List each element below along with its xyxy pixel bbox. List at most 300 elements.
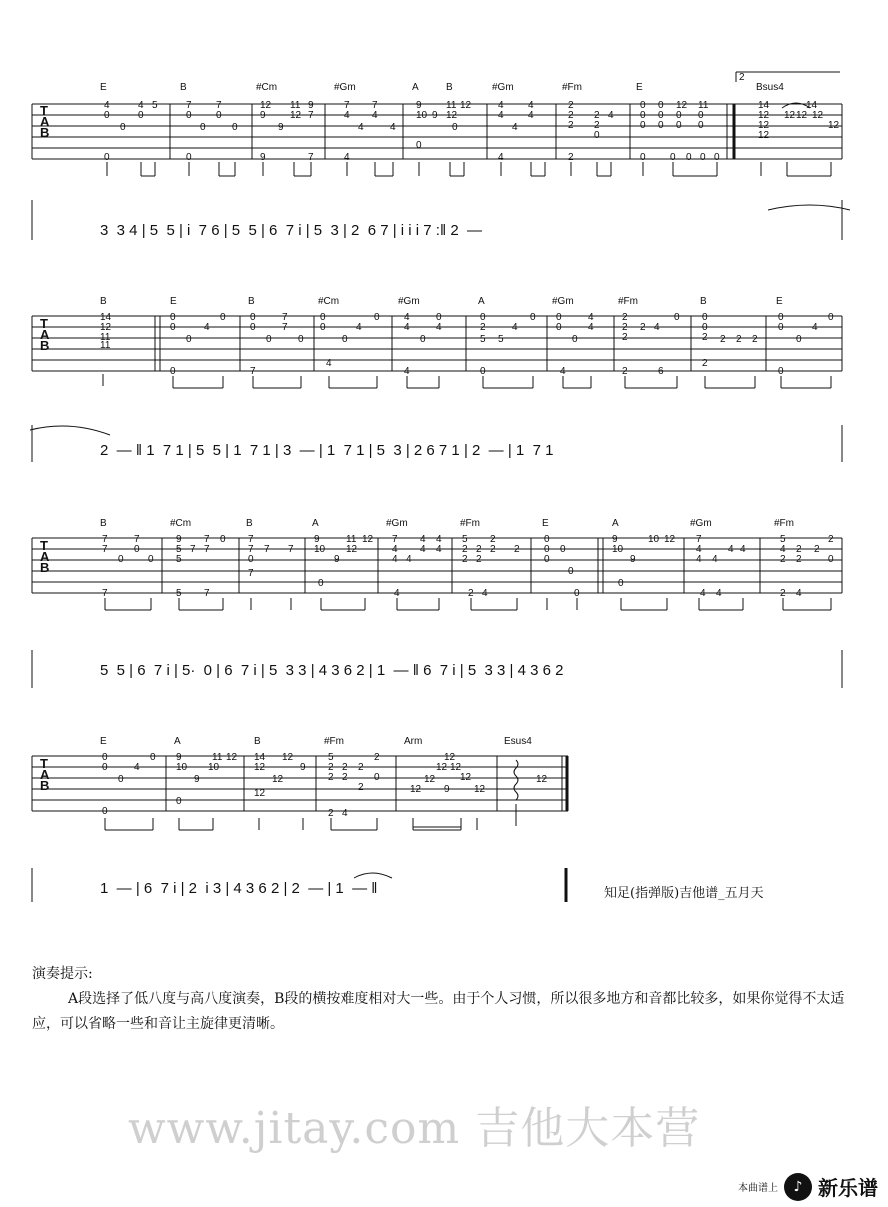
svg-text:2: 2 [622, 322, 628, 333]
svg-text:0: 0 [702, 322, 708, 333]
svg-text:2: 2 [796, 554, 802, 565]
svg-text:12: 12 [460, 772, 472, 783]
svg-text:7: 7 [204, 544, 210, 555]
svg-text:0: 0 [232, 122, 238, 133]
svg-text:0: 0 [200, 122, 206, 133]
chord-label: A [312, 518, 319, 529]
svg-text:12: 12 [362, 534, 374, 545]
chord-label: #Cm [170, 518, 192, 529]
svg-text:11: 11 [290, 100, 301, 111]
svg-text:0: 0 [134, 544, 140, 555]
svg-text:2: 2 [814, 544, 820, 555]
svg-text:12: 12 [536, 774, 548, 785]
svg-text:9: 9 [314, 534, 320, 545]
svg-text:0: 0 [148, 554, 154, 565]
svg-text:0: 0 [250, 322, 256, 333]
svg-text:12: 12 [676, 100, 688, 111]
svg-text:5: 5 [176, 588, 182, 599]
svg-text:2: 2 [796, 544, 802, 555]
svg-text:0: 0 [374, 312, 380, 323]
svg-text:0: 0 [342, 334, 348, 345]
chord-label: #Gm [334, 82, 356, 93]
svg-text:0: 0 [640, 110, 646, 121]
svg-text:9: 9 [176, 534, 182, 545]
svg-text:7: 7 [282, 322, 288, 333]
svg-text:4: 4 [394, 588, 400, 599]
brand-logo-icon: ♪ [784, 1173, 812, 1201]
svg-text:4: 4 [812, 322, 818, 333]
svg-text:4: 4 [420, 534, 426, 545]
chord-label: B [100, 296, 107, 307]
svg-text:4: 4 [134, 762, 140, 773]
svg-text:2: 2 [328, 772, 334, 783]
svg-text:9: 9 [432, 110, 438, 121]
chord-label: #Gm [552, 296, 574, 307]
chord-label: A [612, 518, 619, 529]
svg-text:2: 2 [622, 366, 628, 377]
svg-text:11: 11 [698, 100, 709, 111]
svg-text:0: 0 [698, 120, 704, 131]
chord-label: #Fm [774, 518, 794, 529]
tab-clef-3: T A B [40, 538, 50, 575]
svg-text:2: 2 [702, 332, 708, 343]
svg-text:0: 0 [138, 110, 144, 121]
svg-text:2: 2 [328, 808, 334, 819]
chord-label: #Gm [398, 296, 420, 307]
svg-text:5: 5 [328, 752, 334, 763]
svg-text:10: 10 [648, 534, 660, 545]
svg-text:7: 7 [216, 100, 222, 111]
svg-text:4: 4 [358, 122, 364, 133]
svg-text:9: 9 [176, 752, 182, 763]
svg-text:0: 0 [698, 110, 704, 121]
brand-name[interactable]: 新乐谱 [818, 1176, 878, 1200]
svg-text:12: 12 [784, 110, 796, 121]
svg-text:4: 4 [796, 588, 802, 599]
svg-text:0: 0 [640, 152, 646, 163]
svg-text:5: 5 [480, 334, 486, 345]
svg-text:12: 12 [664, 534, 676, 545]
svg-text:4: 4 [740, 544, 746, 555]
svg-text:4: 4 [728, 544, 734, 555]
chord-label: #Cm [256, 82, 278, 93]
svg-text:0: 0 [186, 110, 192, 121]
svg-text:2: 2 [622, 312, 628, 323]
svg-text:10: 10 [416, 110, 428, 121]
svg-text:4: 4 [498, 110, 504, 121]
svg-text:0: 0 [216, 110, 222, 121]
svg-text:2: 2 [342, 762, 348, 773]
svg-text:9: 9 [612, 534, 618, 545]
tab-system-2 [0, 290, 888, 480]
chord-label: E [542, 518, 549, 529]
svg-text:4: 4 [696, 544, 702, 555]
svg-text:2: 2 [702, 358, 708, 369]
svg-text:4: 4 [436, 322, 442, 333]
svg-text:2: 2 [568, 152, 574, 163]
svg-text:2: 2 [720, 334, 726, 345]
svg-text:7: 7 [696, 534, 702, 545]
svg-text:0: 0 [658, 110, 664, 121]
svg-text:0: 0 [150, 752, 156, 763]
svg-text:0: 0 [452, 122, 458, 133]
song-signature: 知足(指弹版)吉他谱_五月天 [604, 886, 764, 901]
svg-text:2: 2 [342, 772, 348, 783]
svg-text:4: 4 [588, 322, 594, 333]
svg-text:2: 2 [358, 762, 364, 773]
svg-text:4: 4 [436, 534, 442, 545]
svg-text:12: 12 [254, 788, 266, 799]
svg-text:4: 4 [326, 358, 332, 369]
svg-text:7: 7 [102, 588, 108, 599]
svg-text:2: 2 [594, 110, 600, 121]
svg-text:7: 7 [288, 544, 294, 555]
svg-text:4: 4 [528, 110, 534, 121]
svg-text:4: 4 [700, 588, 706, 599]
svg-text:7: 7 [250, 366, 256, 377]
svg-text:0: 0 [318, 578, 324, 589]
svg-text:0: 0 [102, 752, 108, 763]
chord-label: B [254, 736, 261, 747]
svg-text:4: 4 [392, 554, 398, 565]
svg-text:4: 4 [356, 322, 362, 333]
svg-text:7: 7 [204, 588, 210, 599]
svg-text:0: 0 [556, 312, 562, 323]
svg-text:4: 4 [204, 322, 210, 333]
svg-text:0: 0 [618, 578, 624, 589]
svg-text:11: 11 [100, 340, 111, 351]
chord-label: #Fm [324, 736, 344, 747]
svg-text:2: 2 [594, 120, 600, 131]
svg-text:0: 0 [530, 312, 536, 323]
jianpu-line-4: 1 — | 6 7 i | 2 i 3 | 4 3 6 2 | 2 — | 1 — ‖ [100, 880, 378, 897]
svg-text:4: 4 [512, 322, 518, 333]
svg-text:7: 7 [344, 100, 350, 111]
chord-label: B [180, 82, 187, 93]
svg-text:0: 0 [778, 366, 784, 377]
svg-text:0: 0 [778, 312, 784, 323]
svg-text:0: 0 [828, 554, 834, 565]
chord-label: B [246, 518, 253, 529]
svg-text:0: 0 [544, 534, 550, 545]
svg-text:2: 2 [490, 544, 496, 555]
svg-text:2: 2 [780, 554, 786, 565]
svg-text:2: 2 [780, 588, 786, 599]
svg-text:0: 0 [556, 322, 562, 333]
svg-text:0: 0 [120, 122, 126, 133]
chord-label: B [700, 296, 707, 307]
svg-text:0: 0 [574, 588, 580, 599]
svg-text:4: 4 [512, 122, 518, 133]
svg-text:12: 12 [100, 322, 112, 333]
svg-text:9: 9 [630, 554, 636, 565]
chord-label: E [100, 736, 107, 747]
svg-text:0: 0 [220, 312, 226, 323]
chord-label: #Fm [562, 82, 582, 93]
svg-text:5: 5 [152, 100, 158, 111]
jianpu-line-3: 5 5 | 6 7 i | 5· 0 | 6 7 i | 5 3 3 | 4 3 6 2 | 1 — ‖ 6 7 i | 5 3 3 | 4 3 6 2 [100, 662, 564, 679]
svg-text:4: 4 [392, 544, 398, 555]
chord-label: Bsus4 [756, 82, 784, 93]
svg-text:12: 12 [272, 774, 284, 785]
svg-text:2: 2 [640, 322, 646, 333]
svg-text:0: 0 [320, 312, 326, 323]
svg-text:4: 4 [404, 312, 410, 323]
svg-text:12: 12 [444, 752, 456, 763]
svg-text:0: 0 [568, 566, 574, 577]
svg-text:0: 0 [560, 544, 566, 555]
svg-text:0: 0 [686, 152, 692, 163]
svg-text:5: 5 [462, 534, 468, 545]
svg-text:0: 0 [104, 152, 110, 163]
svg-text:0: 0 [436, 312, 442, 323]
svg-text:0: 0 [670, 152, 676, 163]
svg-text:0: 0 [480, 312, 486, 323]
svg-text:9: 9 [260, 152, 266, 163]
svg-text:0: 0 [640, 100, 646, 111]
svg-text:2: 2 [568, 110, 574, 121]
svg-text:10: 10 [208, 762, 220, 773]
svg-text:4: 4 [344, 152, 350, 163]
svg-text:12: 12 [474, 784, 486, 795]
svg-text:12: 12 [346, 544, 358, 555]
svg-text:4: 4 [498, 152, 504, 163]
svg-text:12: 12 [424, 774, 436, 785]
svg-text:0: 0 [714, 152, 720, 163]
svg-text:0: 0 [104, 110, 110, 121]
svg-text:0: 0 [658, 100, 664, 111]
jianpu-line-1: 3 3 4 | 5 5 | i 7 6 | 5 5 | 6 7 i | 5 3 | 2 6 7 | i i i 7 :‖ 2 — [100, 222, 482, 239]
tab-system-4 [0, 730, 888, 930]
svg-text:4: 4 [390, 122, 396, 133]
chord-label: #Gm [690, 518, 712, 529]
svg-text:12: 12 [290, 110, 302, 121]
svg-text:9: 9 [300, 762, 306, 773]
svg-text:2: 2 [568, 120, 574, 131]
svg-text:4: 4 [696, 554, 702, 565]
svg-text:0: 0 [320, 322, 326, 333]
svg-text:14: 14 [254, 752, 266, 763]
volta-number: 2 [739, 72, 745, 83]
svg-text:0: 0 [778, 322, 784, 333]
svg-text:5: 5 [176, 554, 182, 565]
svg-text:2: 2 [476, 554, 482, 565]
svg-text:2: 2 [374, 752, 380, 763]
svg-text:0: 0 [102, 806, 108, 817]
svg-text:14: 14 [758, 100, 770, 111]
svg-text:4: 4 [404, 322, 410, 333]
svg-text:2: 2 [480, 322, 486, 333]
svg-text:0: 0 [674, 312, 680, 323]
svg-text:12: 12 [758, 130, 770, 141]
svg-text:7: 7 [248, 568, 254, 579]
svg-text:12: 12 [796, 110, 808, 121]
svg-text:4: 4 [342, 808, 348, 819]
chord-label: #Fm [460, 518, 480, 529]
svg-text:4: 4 [588, 312, 594, 323]
chord-label: #Gm [492, 82, 514, 93]
svg-text:10: 10 [612, 544, 624, 555]
svg-text:11: 11 [446, 100, 457, 111]
svg-text:4: 4 [780, 544, 786, 555]
chord-label: E [170, 296, 177, 307]
svg-text:4: 4 [104, 100, 110, 111]
tab-clef-2: T A B [40, 316, 50, 353]
svg-text:7: 7 [282, 312, 288, 323]
svg-text:0: 0 [702, 312, 708, 323]
svg-text:12: 12 [450, 762, 462, 773]
footer-text: 本曲谱上 [738, 1183, 778, 1194]
svg-text:9: 9 [308, 100, 314, 111]
svg-text:14: 14 [806, 100, 818, 111]
svg-text:7: 7 [308, 110, 314, 121]
svg-text:4: 4 [344, 110, 350, 121]
svg-text:12: 12 [828, 120, 840, 131]
svg-text:7: 7 [102, 534, 108, 545]
svg-text:7: 7 [308, 152, 314, 163]
svg-text:4: 4 [654, 322, 660, 333]
svg-text:0: 0 [298, 334, 304, 345]
svg-text:7: 7 [372, 100, 378, 111]
svg-text:6: 6 [658, 366, 664, 377]
svg-text:7: 7 [248, 534, 254, 545]
svg-text:0: 0 [676, 120, 682, 131]
svg-text:2: 2 [476, 544, 482, 555]
svg-text:0: 0 [544, 554, 550, 565]
svg-text:9: 9 [260, 110, 266, 121]
svg-text:4: 4 [372, 110, 378, 121]
svg-text:0: 0 [266, 334, 272, 345]
tips-body: A段选择了低八度与高八度演奏，B段的横按难度相对大一些。由于个人习惯，所以很多地方和音都比较多，如果你觉得不太适应，可以省略一些和音让主旋律更清晰。 [32, 991, 845, 1032]
svg-text:12: 12 [282, 752, 294, 763]
svg-text:0: 0 [640, 120, 646, 131]
svg-text:2: 2 [328, 762, 334, 773]
svg-text:4: 4 [560, 366, 566, 377]
svg-text:5: 5 [176, 544, 182, 555]
svg-text:12: 12 [758, 110, 770, 121]
svg-text:2: 2 [622, 332, 628, 343]
svg-text:4: 4 [498, 100, 504, 111]
svg-text:0: 0 [544, 544, 550, 555]
chord-label: A [412, 82, 419, 93]
svg-text:0: 0 [250, 312, 256, 323]
svg-text:2: 2 [752, 334, 758, 345]
svg-text:4: 4 [420, 544, 426, 555]
chord-label: Arm [404, 736, 423, 747]
svg-text:0: 0 [796, 334, 802, 345]
svg-text:4: 4 [138, 100, 144, 111]
chord-label: E [776, 296, 783, 307]
svg-text:0: 0 [416, 140, 422, 151]
chord-label: B [248, 296, 255, 307]
svg-text:4: 4 [528, 100, 534, 111]
svg-text:12: 12 [460, 100, 472, 111]
svg-text:2: 2 [490, 534, 496, 545]
svg-text:2: 2 [358, 782, 364, 793]
svg-text:0: 0 [118, 554, 124, 565]
svg-text:7: 7 [102, 544, 108, 555]
svg-text:2: 2 [468, 588, 474, 599]
svg-text:12: 12 [812, 110, 824, 121]
svg-text:10: 10 [314, 544, 326, 555]
chord-label: A [174, 736, 181, 747]
svg-text:12: 12 [260, 100, 272, 111]
svg-text:4: 4 [404, 366, 410, 377]
chord-label: E [100, 82, 107, 93]
svg-text:11: 11 [212, 752, 223, 763]
tab-system-1 [0, 60, 888, 260]
svg-text:2: 2 [462, 554, 468, 565]
svg-text:0: 0 [480, 366, 486, 377]
svg-text:2: 2 [514, 544, 520, 555]
chord-label: #Fm [618, 296, 638, 307]
chord-label: E [636, 82, 643, 93]
svg-text:10: 10 [176, 762, 188, 773]
svg-text:7: 7 [248, 544, 254, 555]
svg-text:0: 0 [170, 312, 176, 323]
svg-text:0: 0 [170, 366, 176, 377]
svg-text:4: 4 [712, 554, 718, 565]
svg-text:4: 4 [406, 554, 412, 565]
tips-title: 演奏提示: [32, 966, 93, 982]
tab-system-3 [0, 510, 888, 700]
chord-label: B [100, 518, 107, 529]
svg-text:0: 0 [658, 120, 664, 131]
svg-text:7: 7 [204, 534, 210, 545]
svg-text:4: 4 [716, 588, 722, 599]
svg-text:9: 9 [194, 774, 200, 785]
svg-text:12: 12 [410, 784, 422, 795]
chord-label: B [446, 82, 453, 93]
svg-text:5: 5 [498, 334, 504, 345]
svg-text:2: 2 [462, 544, 468, 555]
svg-text:2: 2 [828, 534, 834, 545]
chord-label: A [478, 296, 485, 307]
svg-text:0: 0 [828, 312, 834, 323]
svg-text:11: 11 [346, 534, 357, 545]
svg-text:0: 0 [186, 152, 192, 163]
chord-label: #Cm [318, 296, 340, 307]
svg-text:7: 7 [392, 534, 398, 545]
svg-text:12: 12 [254, 762, 266, 773]
tab-clef-1: T A B [40, 103, 50, 140]
svg-text:4: 4 [608, 110, 614, 121]
svg-text:0: 0 [700, 152, 706, 163]
chord-label: Esus4 [504, 736, 532, 747]
svg-text:4: 4 [482, 588, 488, 599]
svg-text:0: 0 [170, 322, 176, 333]
tab-clef-4: T A B [40, 756, 50, 793]
svg-text:0: 0 [220, 534, 226, 545]
jianpu-line-2: 2 — ‖ 1 7 1 | 5 5 | 1 7 1 | 3 — | 1 7 1 | 5 3 | 2 6 7 1 | 2 — | 1 7 1 [100, 442, 554, 459]
watermark: www.jitay.com 吉他大本营 [128, 1103, 701, 1154]
svg-text:12: 12 [758, 120, 770, 131]
svg-text:0: 0 [374, 772, 380, 783]
svg-text:2: 2 [736, 334, 742, 345]
svg-text:2: 2 [568, 100, 574, 111]
svg-text:7: 7 [264, 544, 270, 555]
svg-text:7: 7 [186, 100, 192, 111]
svg-text:0: 0 [118, 774, 124, 785]
svg-text:0: 0 [102, 762, 108, 773]
svg-text:0: 0 [248, 554, 254, 565]
footer [738, 1172, 878, 1201]
svg-text:0: 0 [186, 334, 192, 345]
svg-text:7: 7 [190, 544, 196, 555]
svg-text:9: 9 [444, 784, 450, 795]
svg-text:0: 0 [594, 130, 600, 141]
svg-text:0: 0 [572, 334, 578, 345]
